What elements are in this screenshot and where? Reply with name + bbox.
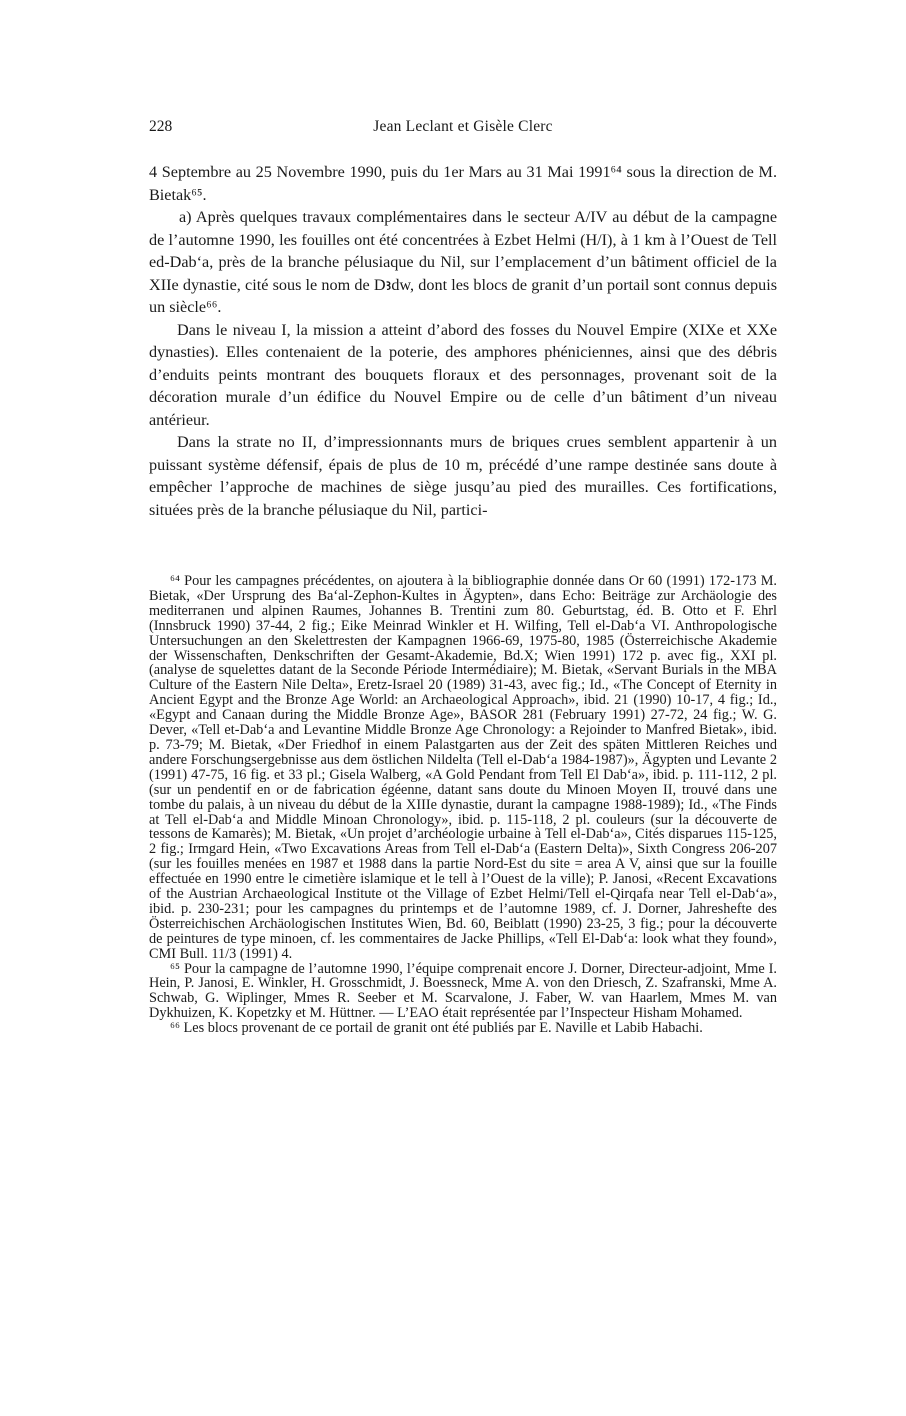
paragraph-1: 4 Septembre au 25 Novembre 1990, puis du 1er Mars au 31 Mai 1991⁶⁴ sous la direction de M. Bietak⁶⁵. xyxy=(149,163,777,204)
footnotes xyxy=(149,574,777,1036)
paragraph-2: a) Après quelques travaux complémentaires dans le secteur A/IV au début de la campagne de l’automne 1990, les fouilles ont été concentrées à Ezbet Helmi (H/I), à 1 km à l’Ouest de Tell ed-Dab‘a, près de la branche pélusiaque du Nil, sur l’emplacement d’un bâtiment officiel de la XIIe dynastie, cité sous le nom de Dꜣdw, dont les blocs de granit d’un portail sont connus depuis un siècle⁶⁶. xyxy=(149,208,777,316)
page-header xyxy=(149,118,777,140)
footnote-64: ⁶⁴ Pour les campagnes précédentes, on ajoutera à la bibliographie donnée dans Or 60 (1991) 172-173 M. Bietak, «Der Ursprung des Ba‘al-Zephon-Kultes in Ägypten», dans Echo: Beiträge zur Archäologie des mediterranen und alpinen Raumes, Johannes B. Trentini zum 80. Geburtstag, éd. B. Otto et F. Ehrl (Innsbruck 1990) 37-44, 2 fig.; Eike Meinrad Winkler et H. Wilfing, Tell el-Dab‘a VI. Anthropologische Untersuchungen an den Skelettresten der Kampagnen 1966-69, 1975-80, 1985 (Österreichische Akademie der Wissenschaften, Denkschriften der Gesamt-Akademie, Bd.X; Wien 1991) 172 p. avec fig., XXI pl. (analyse de squelettes datant de la Seconde Période Intermédiaire); M. Bietak, «Servant Burials in the MBA Culture of the Eastern Nile Delta», Eretz-Israel 20 (1989) 31-43, avec fig.; Id., «The Concept of Eternity in Ancient Egypt and the Bronze Age World: an Archaeological Approach», ibid. 21 (1990) 10-17, 4 fig.; Id., «Egypt and Canaan during the Middle Bronze Age», BASOR 281 (February 1991) 27-72, 24 fig.; W. G. Dever, «Tell et-Dab‘a and Levantine Middle Bronze Age Chronology: a Rejoinder to Manfred Bietak», ibid. p. 73-79; M. Bietak, «Der Friedhof in einem Palastgarten aus der Zeit des späten Mittleren Reiches und andere Forschungsergebnisse aus dem östlichen Nildelta (Tell el-Dab‘a 1984-1987)», Ägypten und Levante 2 (1991) 47-75, 16 fig. et 33 pl.; Gisela Walberg, «A Gold Pendant from Tell El Dab‘a», ibid. p. 111-112, 2 pl. (sur un pendentif en or de fabrication égéenne, datant sans doute du Minoen Moyen II, trouvé dans une tombe du palais, à un niveau du début de la XIIIe dynastie, durant la campagne 1988-1989); Id., «The Finds at Tell el-Dab‘a and Middle Minoan Chronology», ibid. p. 115-118, 2 pl. couleurs (sur la découverte de tessons de Kamarès); M. Bietak, «Un projet d’archéologie urbaine à Tell el-Dab‘a», Cités disparues 115-125, 2 fig.; Irmgard Hein, «Two Excavations Areas from Tell el-Dab‘a (Eastern Delta)», Sixth Congress 206-207 (sur les fouilles menées en 1987 et 1988 dans la partie Nord-Est du site = area A V, ainsi que sur la fouille effectuée en 1990 entre le cimetière islamique et le tell à l’Ouest de la ville); P. Janosi, «Recent Excavations of the Austrian Archaeological Institute ot the Village of Ezbet Helmi/Tell el-Qirqafa near Tell el-Dab‘a», ibid. p. 230-231; pour les campagnes du printemps et de l’automne 1989, cf. J. Dorner, Jahreshefte des Österreichischen Archäologischen Institutes Wien, Bd. 60, Beiblatt (1990) 23-25, 3 fig.; pour la découverte de peintures de type minoen, cf. les commentaires de Jacke Phillips, «Tell El-Dab‘a: look what they found», CMI Bull. 11/3 (1991) 4. xyxy=(149,573,777,962)
paragraph-3: Dans le niveau I, la mission a atteint d’abord des fosses du Nouvel Empire (XIXe et XXe dynasties). Elles contenaient de la poterie, des amphores phéniciennes, ainsi que des débris d’enduits peints montrant des bouquets floraux et des personnages, provenant soit de la décoration murale d’un édifice du Nouvel Empire ou de celle d’un bâtiment d’un niveau antérieur. xyxy=(149,320,777,429)
paragraph-4: Dans la strate no II, d’impressionnants murs de briques crues semblent appartenir à un puissant système défensif, épais de plus de 10 m, précédé d’une rampe destinée sans doute à empêcher l’approche de machines de siège jusqu’au pied des murailles. Ces fortifications, situées près de la branche pélusiaque du Nil, partici- xyxy=(149,433,777,519)
footnote-66: ⁶⁶ Les blocs provenant de ce portail de granit ont été publiés par E. Naville et Labib Habachi. xyxy=(170,1020,703,1037)
page-number: 228 xyxy=(149,118,173,135)
main-text xyxy=(149,161,777,521)
footnote-65: ⁶⁵ Pour la campagne de l’automne 1990, l’équipe comprenait encore J. Dorner, Directeur-adjoint, Mme I. Hein, P. Janosi, E. Winkler, H. Grosschmidt, J. Boessneck, Mme A. von den Driesch, Z. Szafranski, Mme A. Schwab, G. Wiplinger, Mmes R. Seeber et M. Scarvalone, J. Faber, W. van Haarlem, Mmes M. van Dykhuizen, K. Kopetzky et M. Hüttner. — L’EAO était représentée par l’Inspecteur Hisham Mohamed. xyxy=(149,960,777,1022)
running-head: Jean Leclant et Gisèle Clerc xyxy=(373,118,553,135)
